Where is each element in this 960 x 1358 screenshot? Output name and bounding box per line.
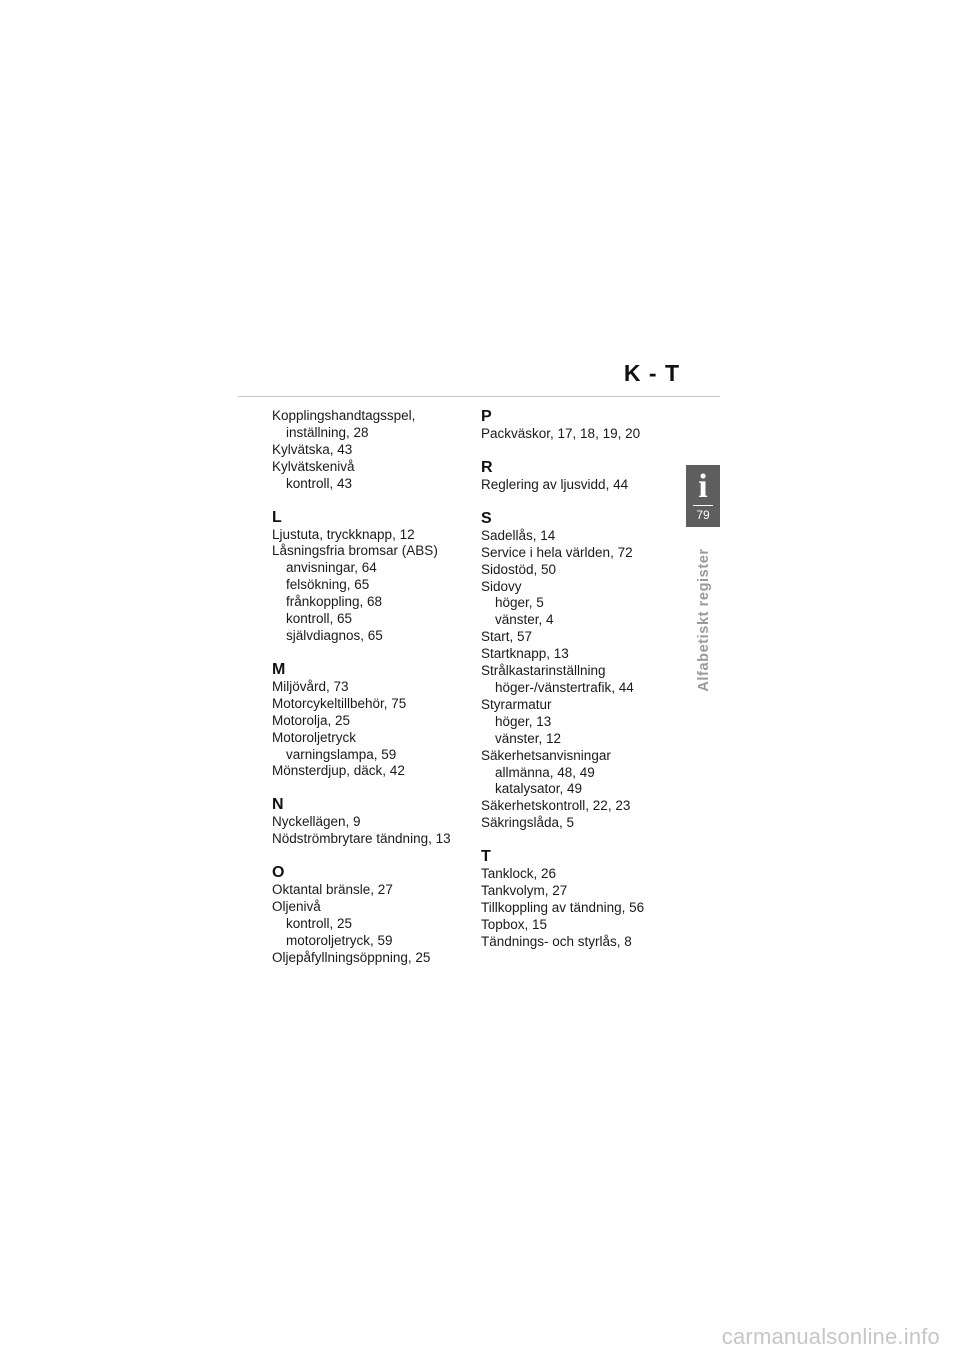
index-subentry: varningslampa, 59 xyxy=(286,746,397,762)
index-entry: Mönsterdjup, däck, 42 xyxy=(272,763,405,779)
chapter-tab xyxy=(686,465,720,527)
index-entry: Styrarmatur xyxy=(481,696,552,712)
index-column-right xyxy=(481,408,681,967)
index-entry: Service i hela världen, 72 xyxy=(481,544,633,560)
index-letter-heading: L xyxy=(272,508,282,526)
index-entry: Kylvätskenivå xyxy=(272,458,355,474)
index-entry: Tankvolym, 27 xyxy=(481,883,568,899)
index-entry: Motorolja, 25 xyxy=(272,712,351,728)
index-letter-heading: S xyxy=(481,509,492,527)
index-entry: Reglering av ljusvidd, 44 xyxy=(481,476,629,492)
index-subentry: felsökning, 65 xyxy=(286,577,370,593)
index-entry: Säkerhetsanvisningar xyxy=(481,747,611,763)
index-letter-heading: O xyxy=(272,864,285,882)
index-group xyxy=(481,848,681,951)
index-subentry: katalysator, 49 xyxy=(495,781,583,797)
index-entry: Oljepåfyllningsöppning, 25 xyxy=(272,949,431,965)
page-number: 79 xyxy=(696,508,710,522)
index-subentry: höger, 5 xyxy=(495,595,544,611)
index-entry: Tändnings- och styrlås, 8 xyxy=(481,933,632,949)
index-subentry: inställning, 28 xyxy=(286,424,369,440)
index-subentry: kontroll, 43 xyxy=(286,475,353,491)
index-subentry: höger, 13 xyxy=(495,713,552,729)
index-group xyxy=(272,509,472,645)
index-subentry: självdiagnos, 65 xyxy=(286,627,383,643)
index-entry: Oljenivå xyxy=(272,899,321,915)
index-entry: Tanklock, 26 xyxy=(481,866,557,882)
index-entry: Sidostöd, 50 xyxy=(481,561,557,577)
index-group xyxy=(481,510,681,832)
index-subentry: motoroljetryck, 59 xyxy=(286,932,393,948)
index-entry: Låsningsfria bromsar (ABS) xyxy=(272,543,438,559)
index-letter-heading: P xyxy=(481,408,492,425)
index-subentry: vänster, 4 xyxy=(495,612,554,628)
index-entry: Kylvätska, 43 xyxy=(272,441,353,457)
index-group xyxy=(272,796,472,848)
index-letter-heading: R xyxy=(481,458,493,476)
index-entry: Start, 57 xyxy=(481,629,533,645)
index-letter-heading: M xyxy=(272,660,286,678)
index-letter-heading: N xyxy=(272,796,284,814)
watermark: carmanualsonline.info xyxy=(721,1324,940,1349)
chapter-side-label: Alfabetiskt register xyxy=(696,548,712,692)
index-subentry: anvisningar, 64 xyxy=(286,560,377,576)
page-heading: K - T xyxy=(623,360,680,386)
index-subentry: höger-/vänstertrafik, 44 xyxy=(495,679,634,695)
index-entry: Miljövård, 73 xyxy=(272,678,349,694)
index-group xyxy=(481,408,681,443)
index-entry: Säkringslåda, 5 xyxy=(481,815,575,831)
info-icon: i xyxy=(698,468,708,505)
index-subentry: vänster, 12 xyxy=(495,730,562,746)
index-entry: Topbox, 15 xyxy=(481,916,548,932)
index-entry: Motoroljetryck xyxy=(272,729,357,745)
index-entry: Ljustuta, tryckknapp, 12 xyxy=(272,526,415,542)
index-group xyxy=(481,459,681,494)
index-entry: Oktantal bränsle, 27 xyxy=(272,882,393,898)
index-subentry: kontroll, 65 xyxy=(286,611,353,627)
index-group xyxy=(272,661,472,780)
index-entry: Tillkoppling av tändning, 56 xyxy=(481,899,645,915)
index-entry: Startknapp, 13 xyxy=(481,646,569,662)
index-group xyxy=(272,864,472,967)
index-group xyxy=(272,408,472,493)
index-entry: Packväskor, 17, 18, 19, 20 xyxy=(481,426,641,441)
index-letter-heading: T xyxy=(481,848,491,866)
index-entry: Säkerhetskontroll, 22, 23 xyxy=(481,798,631,814)
index-entry: Strålkastarinställning xyxy=(481,663,606,679)
index-entry: Kopplingshandtagsspel, xyxy=(272,408,416,423)
index-entry: Sidovy xyxy=(481,578,522,594)
index-entry: Motorcykeltillbehör, 75 xyxy=(272,695,407,711)
index-entry: Nyckellägen, 9 xyxy=(272,814,361,830)
index-entry: Sadellås, 14 xyxy=(481,527,556,543)
index-column-left xyxy=(272,408,472,983)
heading-divider xyxy=(238,396,720,397)
index-subentry: kontroll, 25 xyxy=(286,915,353,931)
index-subentry: frånkoppling, 68 xyxy=(286,594,383,610)
index-subentry: allmänna, 48, 49 xyxy=(495,764,595,780)
index-entry: Nödströmbrytare tändning, 13 xyxy=(272,831,451,847)
tab-divider xyxy=(693,505,713,506)
